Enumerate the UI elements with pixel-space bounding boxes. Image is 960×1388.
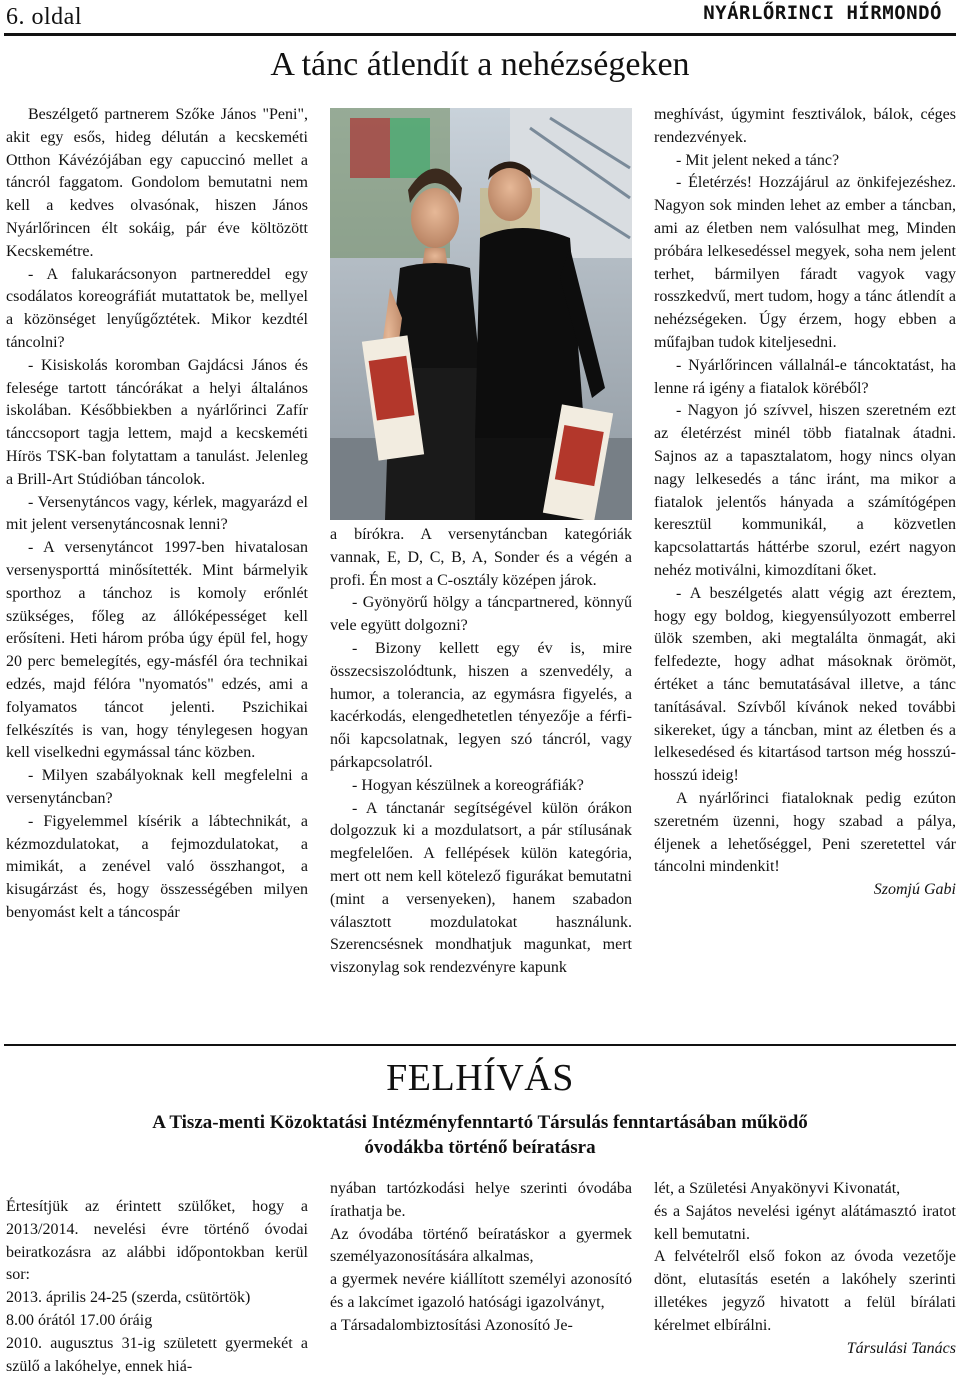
dancers-photo-illustration (330, 108, 632, 520)
paragraph: - Milyen szabályoknak kell megfelelni a versenytáncban? (6, 767, 308, 807)
page-number: 6. oldal (6, 4, 82, 30)
notice-title: FELHÍVÁS (386, 1057, 574, 1099)
article-column-3 (654, 104, 956, 902)
paragraph: Az óvodába történő beíratáskor a gyermek személyazonosítására alkalmas, (330, 1225, 632, 1266)
paragraph: - A tánctanár segítségével külön órákon dolgozzuk ki a mozdulatsort, a pár stílusának megfelelően. A fellépések külön kategória, mert ott nem kell kötelező figurákat bemutatni (mint a versenyeken), hanem szabadon választott mozdulatokat használunk. Szerencsésnek mondhatjuk magunkat, mert viszonylag sok rendezvényre kapunk (330, 799, 632, 977)
paragraph: - A beszélgetés alatt végig azt éreztem, hogy egy boldog, kiegyensúlyozott emberrel ülök szemben, aki megtalálta önmagát, aki felfedezte, hogy adhat másoknak örömöt, értéket a tánc bemutatásával illetve, a tánc tanításával. Szívből kívánok neked további sikereket, úgy a táncban, mint az életben és a lelkesedésed és kitartásod tartson még hosszú-hosszú ideig! (654, 584, 956, 785)
paragraph: - Bizony kellett egy év is, mire összecsiszolódtunk, hiszen a szenvedély, a humor, a tolerancia, az egymásra figyelés, a kacérkodás, elengedhetetlen tényezője a férfi-női kapcsolatnak, legyen szó táncról, vagy párkapcsolatról. (330, 639, 632, 771)
paragraph: 2013. április 24-25 (szerda, csütörtök) (6, 1289, 251, 1307)
notice-subtitle-line-2: óvodákba történő beíratásra (364, 1137, 596, 1158)
article-title: A tánc átlendít a nehézségeken (270, 46, 690, 83)
paragraph: a bírókra. A versenytáncban kategóriák vannak, E, D, C, B, A, Sonder és a végén a profi. Én most a C-osztály középen járok. (330, 526, 632, 589)
paragraph: a Társadalombiztosítási Azonosító Je- (330, 1316, 573, 1334)
notice-subtitle (80, 1110, 880, 1160)
paragraph: a gyermek nevére kiállított személyi azonosító és a lakcímet igazoló hatósági igazolványt, (330, 1271, 632, 1311)
paragraph: - Életérzés! Hozzájárul az önkifejezéshez. Nagyon sok minden lehet az ember a táncban, ami az életben nem valósulhat meg, Minden próbára lelkesedéssel megyek, soha nem jelent terhet, bármilyen fáradt vagyok vagy rosszkedvű, mert tudom, hogy a tánc átlendít a nehézségeken. Úgy érzem, hogy ebben a műfajban tudok kiteljesedni. (654, 174, 956, 351)
paragraph: - Versenytáncos vagy, kérlek, magyarázd el mit jelent versenytáncosnak lenni? (6, 493, 308, 534)
paragraph: és a Sajátos nevelési igényt alátámasztó iratot kell bemutatni. (654, 1202, 956, 1243)
publication-name: NYÁRLŐRINCI HÍRMONDÓ (703, 2, 942, 24)
paragraph: lét, a Születési Anyakönyvi Kivonatát, (654, 1180, 901, 1197)
paragraph: meghívást, úgymint fesztiválok, bálok, céges rendezvények. (654, 106, 956, 146)
article-author: Szomjú Gabi (873, 881, 956, 899)
paragraph: - Nagyon jó szívvel, hiszen szeretném ezt az életérzést minél több fiatalnak átadni. Sajnos az a tapasztalatom, hogy nincs olyan nagy lelkesedés a tánc iránt, ma mikor a fiatalok jelentős hányada a számítógépen keresztül kommunikál, a közvetlen kapcsolattartás háttérbe szorul, ezért nagyon nehéz motiválni, kimozdítani őket. (654, 402, 956, 579)
notice-column-1 (6, 1196, 308, 1378)
article-column-1 (6, 104, 308, 925)
paragraph: - A versenytáncot 1997-ben hivatalosan versenysporttá minősítették. Mint bármelyik sporthoz a tánchoz is komoly erőnlét szükséges, főleg az állóképességet kell erősíteni. Heti három próba úgy épül fel, hogy 20 perc bemelegítés, egy-másfél óra technikai edzés, majd félóra "nyomatós" edzés, ami a folyamatos táncot jelenti. Pszichikai felkészítés is van, hogy ténylegesen hogyan kell viselkedni egymással tánc közben. (6, 539, 308, 762)
paragraph: - Hogyan készülnek a koreográfiák? (352, 776, 584, 794)
notice-subtitle-line-1: A Tisza-menti Közoktatási Intézményfenntartó Társulás fenntartásában működő (152, 1112, 808, 1133)
paragraph: A felvételről első fokon az óvoda vezetője dönt, elutasítás esetén a lakóhely szerinti illetékes jegyző hivatott a felül bírálati kérelmet elbírálni. (654, 1248, 956, 1334)
header-divider (4, 33, 956, 36)
paragraph: - Kisiskolás koromban Gajdácsi János és felesége tartott táncórákat a helyi általános iskolában. Későbbiekben a nyárlőrinci Zafír tánccsoport tagja lettem, majd a kecskeméti Hírös TSK-ban folytattam a tanulást. Jelenleg a Brill-Art Stúdióban táncolok. (6, 356, 308, 488)
paragraph: Értesítjük az érintett szülőket, hogy a 2013/2014. nevelési évre történő óvodai beiratkozásra az alábbi időpontokban kerül sor: (6, 1198, 308, 1284)
paragraph: nyában tartózkodási helye szerinti óvodába írathatja be. (330, 1180, 632, 1220)
notice-column-3 (654, 1178, 956, 1360)
paragraph: - Figyelemmel kísérik a lábtechnikát, a kézmozdulatokat, a fejmozdulatokat, a mimikát, a zenével való összhangot, a kisugárzást és, hogy összességében milyen benyomást kelt a táncospár (6, 812, 308, 921)
article-column-2 (330, 524, 632, 980)
notice-signature: Társulási Tanács (846, 1339, 956, 1357)
dancers-photo (330, 108, 632, 520)
notice-column-2 (330, 1178, 632, 1338)
paragraph: 8.00 órától 17.00 óráig (6, 1311, 153, 1329)
paragraph: A nyárlőrinci fiataloknak pedig ezúton szeretném üzenni, hogy szabad a pálya, éljenek a lehetőséggel, Peni szeretettel vár táncolni mindenkit! (654, 789, 956, 876)
paragraph: Beszélgető partnerem Szőke János "Peni", akit egy esős, hideg délután a kecskeméti Otthon Kávézójában egy capuccinó mellet a táncról faggatom. Gondolom bemutatni nem kell a kedves olvasónak, hiszen János Nyárlőrincen élt sokáig, pár éve költözött Kecskemétre. (6, 106, 308, 260)
paragraph: - Gyönyörű hölgy a táncpartnered, könnyű vele együtt dolgozni? (330, 594, 632, 635)
paragraph: - Nyárlőrincen vállalnál-e táncoktatást, ha lenne rá igény a fiatalok köréből? (654, 356, 956, 397)
paragraph: 2010. augusztus 31-ig született gyermekét a szülő a lakóhelye, ennek hiá- (6, 1334, 308, 1375)
section-divider (4, 1044, 956, 1046)
paragraph: - A falukarácsonyon partnereddel egy csodálatos koreográfiát mutattatok be, mellyel a közönséget lenyűgőztétek. Mikor kezdtél táncolni? (6, 265, 308, 351)
paragraph: - Mit jelent neked a tánc? (676, 151, 840, 169)
